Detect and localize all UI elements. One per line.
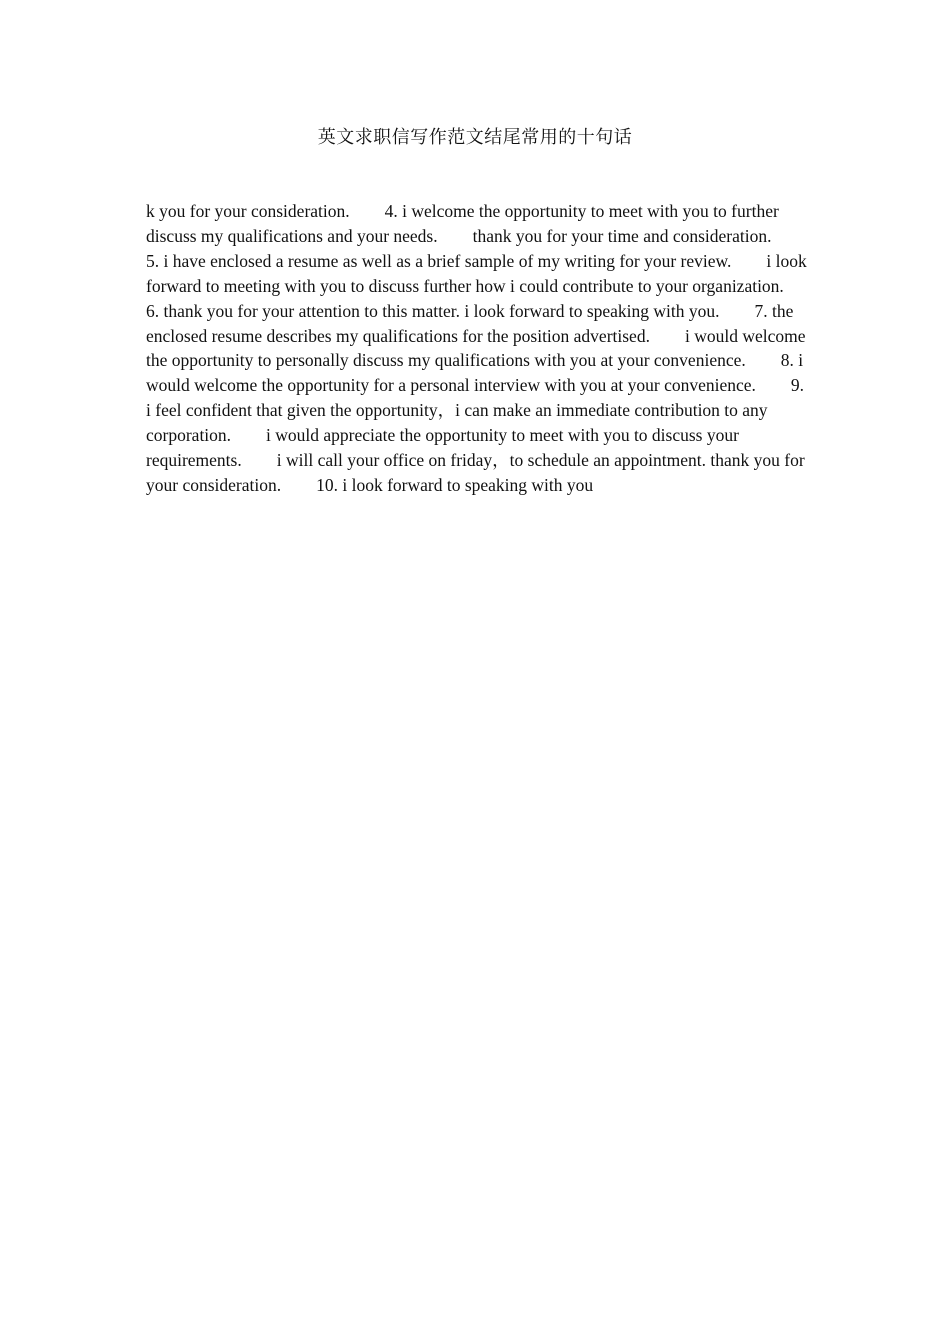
document-body-text: k you for your consideration. 4. i welcome the opportunity to meet with you to further discuss my qualifications and your needs. thank you for your time and consideration. 5. i have enclosed a resume as well as a brief sample of my writing for your review. i look forward to meeting with you to discuss further how i could contribute to your organization. 6. thank you for your attention to this matter. i look forward to speaking with you. 7. the enclosed resume describes my qualifications for the position advertised. i would welcome the opportunity to personally discuss my qualifications with you at your convenience. 8. i would welcome the opportunity for a personal interview with you at your convenience. 9. i feel confident that given the opportunity，i can make an immediate contribution to any corporation. i would appreciate the opportunity to meet with you to discuss your requirements. i will call your office on friday，to schedule an appointment. thank you for your consideration. 10. i look forward to speaking with you xyxy=(146,201,819,495)
document-title: 英文求职信写作范文结尾常用的十句话 xyxy=(317,127,633,147)
